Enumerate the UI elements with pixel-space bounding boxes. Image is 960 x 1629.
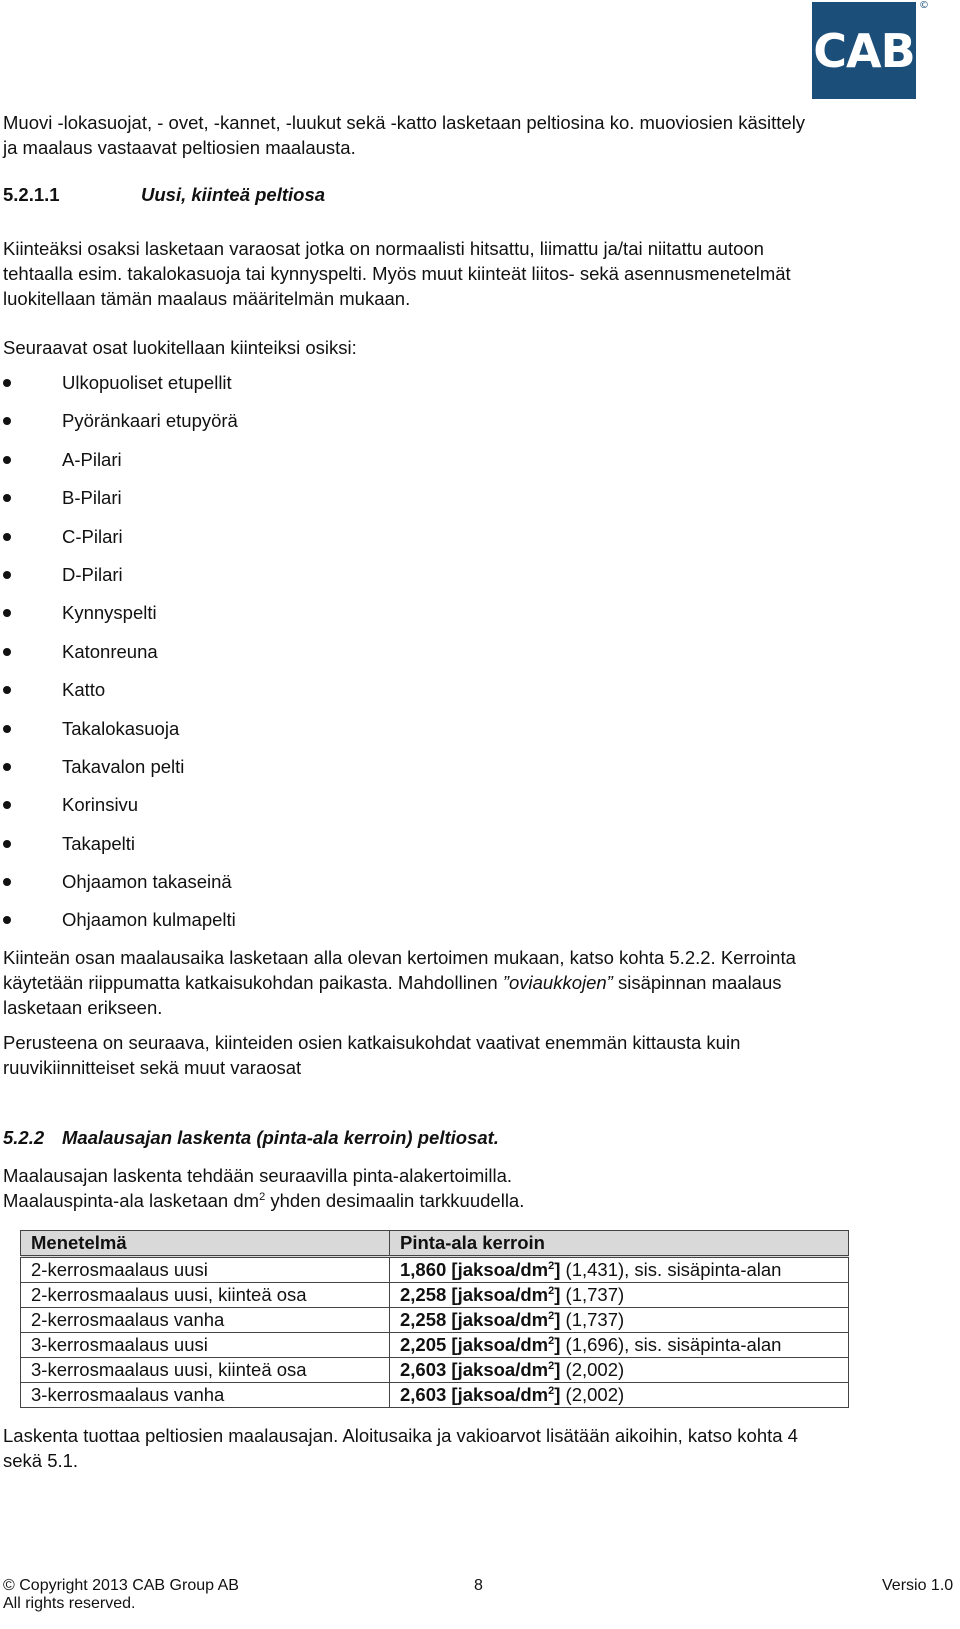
- coefficient-sup: 2: [548, 1284, 555, 1297]
- coefficient-bracket: ]: [554, 1309, 561, 1330]
- maalausaika-line-2: [3, 970, 943, 995]
- copyright-mark-icon: ©: [919, 0, 929, 11]
- section-522-title: Maalausajan laskenta (pinta-ala kerroin) peltiosat.: [62, 1127, 499, 1148]
- cell-method: 3-kerrosmaalaus uusi: [21, 1333, 390, 1358]
- list-item-label: Kynnyspelti: [62, 602, 157, 624]
- list-item-label: Ohjaamon takaseinä: [62, 871, 232, 893]
- laskenta-line-1: Maalausajan laskenta tehdään seuraavilla pinta-alakertoimilla.: [3, 1165, 513, 1186]
- maalausaika-line-3: lasketaan erikseen.: [3, 997, 163, 1018]
- paragraph-maalausaika: [3, 945, 943, 1020]
- header-menetelma: Menetelmä: [21, 1231, 390, 1257]
- section-5211-title: Uusi, kiinteä peltiosa: [141, 184, 326, 205]
- laskenta-sup: 2: [259, 1190, 266, 1203]
- maalausaika-line-2b: sisäpinnan maalaus: [612, 972, 782, 993]
- logo-text: CAB: [813, 23, 915, 78]
- cell-method: 3-kerrosmaalaus vanha: [21, 1383, 390, 1408]
- cell-coefficient: [390, 1333, 849, 1358]
- bullet-icon: [3, 609, 11, 617]
- bullet-icon: [3, 801, 11, 809]
- paragraph-perusteena: [3, 1030, 943, 1080]
- intro-line-2: ja maalaus vastaavat peltiosien maalausta.: [3, 137, 356, 158]
- bullet-icon: [3, 878, 11, 886]
- tuottaa-line-2: sekä 5.1.: [3, 1450, 79, 1471]
- cell-method: 2-kerrosmaalaus uusi: [21, 1257, 390, 1283]
- bullet-icon: [3, 840, 11, 848]
- list-intro: Seuraavat osat luokitellaan kiinteiksi osiksi:: [3, 337, 357, 358]
- table-row: [21, 1383, 849, 1408]
- coefficient-note: (1,737): [560, 1284, 625, 1305]
- coefficient-sup: 2: [548, 1309, 555, 1322]
- bullet-icon: [3, 533, 11, 541]
- bullet-icon: [3, 763, 11, 771]
- cell-method: 3-kerrosmaalaus uusi, kiinteä osa: [21, 1358, 390, 1383]
- kiinteaksi-line-2: tehtaalla esim. takalokasuoja tai kynnyspelti. Myös muut kiinteät liitos- sekä asennusmenetelmät: [3, 263, 791, 284]
- list-item-label: Pyöränkaari etupyörä: [62, 410, 238, 432]
- list-item-label: D-Pilari: [62, 563, 123, 585]
- coefficient-note: (2,002): [560, 1384, 625, 1405]
- coefficient-note: (1,737): [560, 1309, 625, 1330]
- coefficient-bracket: ]: [554, 1334, 561, 1355]
- coefficient-note: (1,696), sis. sisäpinta-alan: [560, 1334, 782, 1355]
- cell-coefficient: [390, 1308, 849, 1333]
- bullet-icon: [3, 686, 11, 694]
- bullet-icon: [3, 379, 11, 387]
- oviaukkojen-term: ”oviaukkojen”: [502, 972, 613, 993]
- coefficient-sup: 2: [548, 1384, 555, 1397]
- paragraph-kiinteaksi: [3, 236, 943, 311]
- kiinteaksi-line-1: Kiinteäksi osaksi lasketaan varaosat jotka on normaalisti hitsattu, liimattu ja/tai niitattu autoon: [3, 238, 764, 259]
- list-item-label: Katonreuna: [62, 640, 158, 662]
- cell-coefficient: [390, 1358, 849, 1383]
- coefficient-value: 1,860 [jaksoa/dm: [400, 1259, 549, 1280]
- section-522-number: 5.2.2: [3, 1127, 45, 1148]
- table-row: [21, 1308, 849, 1333]
- list-item-label: Takavalon pelti: [62, 755, 185, 777]
- bullet-icon: [3, 494, 11, 502]
- maalausaika-line-2a: käytetään riippumatta katkaisukohdan paikasta. Mahdollinen: [3, 972, 503, 993]
- list-item-label: Takapelti: [62, 832, 136, 854]
- cell-coefficient: [390, 1383, 849, 1408]
- coefficient-value: 2,603 [jaksoa/dm: [400, 1384, 549, 1405]
- cell-coefficient: [390, 1257, 849, 1283]
- cell-coefficient: [390, 1283, 849, 1308]
- maalausaika-line-1: Kiinteän osan maalausaika lasketaan alla olevan kertoimen mukaan, katso kohta 5.2.2. Kerrointa: [3, 947, 796, 968]
- table-row: [21, 1358, 849, 1383]
- bullet-icon: [3, 725, 11, 733]
- paragraph-tuottaa: [3, 1423, 943, 1473]
- list-item-label: Ohjaamon kulmapelti: [62, 909, 236, 931]
- laskenta-line-2: [3, 1188, 943, 1213]
- intro-paragraph: [3, 110, 943, 160]
- intro-line-1: Muovi -lokasuojat, - ovet, -kannet, -luukut sekä -katto lasketaan peltiosina ko. muoviosien käsittely: [3, 112, 806, 133]
- header-pinta-ala-kerroin: Pinta-ala kerroin: [390, 1231, 849, 1257]
- coefficient-sup: 2: [548, 1259, 555, 1272]
- kiinteaksi-line-3: luokitellaan tämän maalaus määritelmän mukaan.: [3, 288, 411, 309]
- coefficient-bracket: ]: [554, 1359, 561, 1380]
- table-row: [21, 1257, 849, 1283]
- table-header-row: [21, 1231, 849, 1257]
- cell-method: 2-kerrosmaalaus uusi, kiinteä osa: [21, 1283, 390, 1308]
- laskenta-line-2b: yhden desimaalin tarkkuudella.: [265, 1190, 525, 1211]
- bullet-icon: [3, 648, 11, 656]
- bullet-icon: [3, 571, 11, 579]
- list-item-label: B-Pilari: [62, 487, 122, 509]
- list-item-label: A-Pilari: [62, 448, 122, 470]
- list-item-label: C-Pilari: [62, 525, 123, 547]
- footer-copyright: © Copyright 2013 CAB Group AB: [3, 1577, 239, 1594]
- perusteena-line-2: ruuvikiinnitteiset sekä muut varaosat: [3, 1057, 302, 1078]
- section-5211-number: 5.2.1.1: [3, 184, 60, 205]
- coefficient-bracket: ]: [554, 1384, 561, 1405]
- coefficient-sup: 2: [548, 1334, 555, 1347]
- perusteena-line-1: Perusteena on seuraava, kiinteiden osien katkaisukohdat vaativat enemmän kittausta kuin: [3, 1032, 741, 1053]
- bullet-icon: [3, 417, 11, 425]
- list-item-label: Korinsivu: [62, 794, 139, 816]
- coefficient-bracket: ]: [554, 1259, 561, 1280]
- footer-page-number: 8: [474, 1577, 483, 1594]
- bullet-icon: [3, 916, 11, 924]
- coefficient-value: 2,258 [jaksoa/dm: [400, 1284, 549, 1305]
- coefficient-note: (2,002): [560, 1359, 625, 1380]
- tuottaa-line-1: Laskenta tuottaa peltiosien maalausajan. Aloitusaika ja vakioarvot lisätään aikoihin, katso kohta 4: [3, 1425, 798, 1446]
- coefficient-note: (1,431), sis. sisäpinta-alan: [560, 1259, 782, 1280]
- coefficient-sup: 2: [548, 1359, 555, 1372]
- paragraph-laskenta: [3, 1163, 943, 1213]
- coefficient-value: 2,205 [jaksoa/dm: [400, 1334, 549, 1355]
- bullet-icon: [3, 456, 11, 464]
- footer-version: Versio 1.0: [882, 1577, 954, 1594]
- list-item-label: Takalokasuoja: [62, 717, 180, 739]
- coefficient-value: 2,603 [jaksoa/dm: [400, 1359, 549, 1380]
- footer-rights: All rights reserved.: [3, 1595, 136, 1612]
- coefficient-value: 2,258 [jaksoa/dm: [400, 1309, 549, 1330]
- cab-logo: [812, 2, 916, 99]
- coefficient-bracket: ]: [554, 1284, 561, 1305]
- list-item-label: Katto: [62, 679, 106, 701]
- table-row: [21, 1333, 849, 1358]
- table-row: [21, 1283, 849, 1308]
- cell-method: 2-kerrosmaalaus vanha: [21, 1308, 390, 1333]
- list-item-label: Ulkopuoliset etupellit: [62, 372, 232, 393]
- coefficient-table: [20, 1230, 849, 1408]
- laskenta-line-2a: Maalauspinta-ala lasketaan dm: [3, 1190, 260, 1211]
